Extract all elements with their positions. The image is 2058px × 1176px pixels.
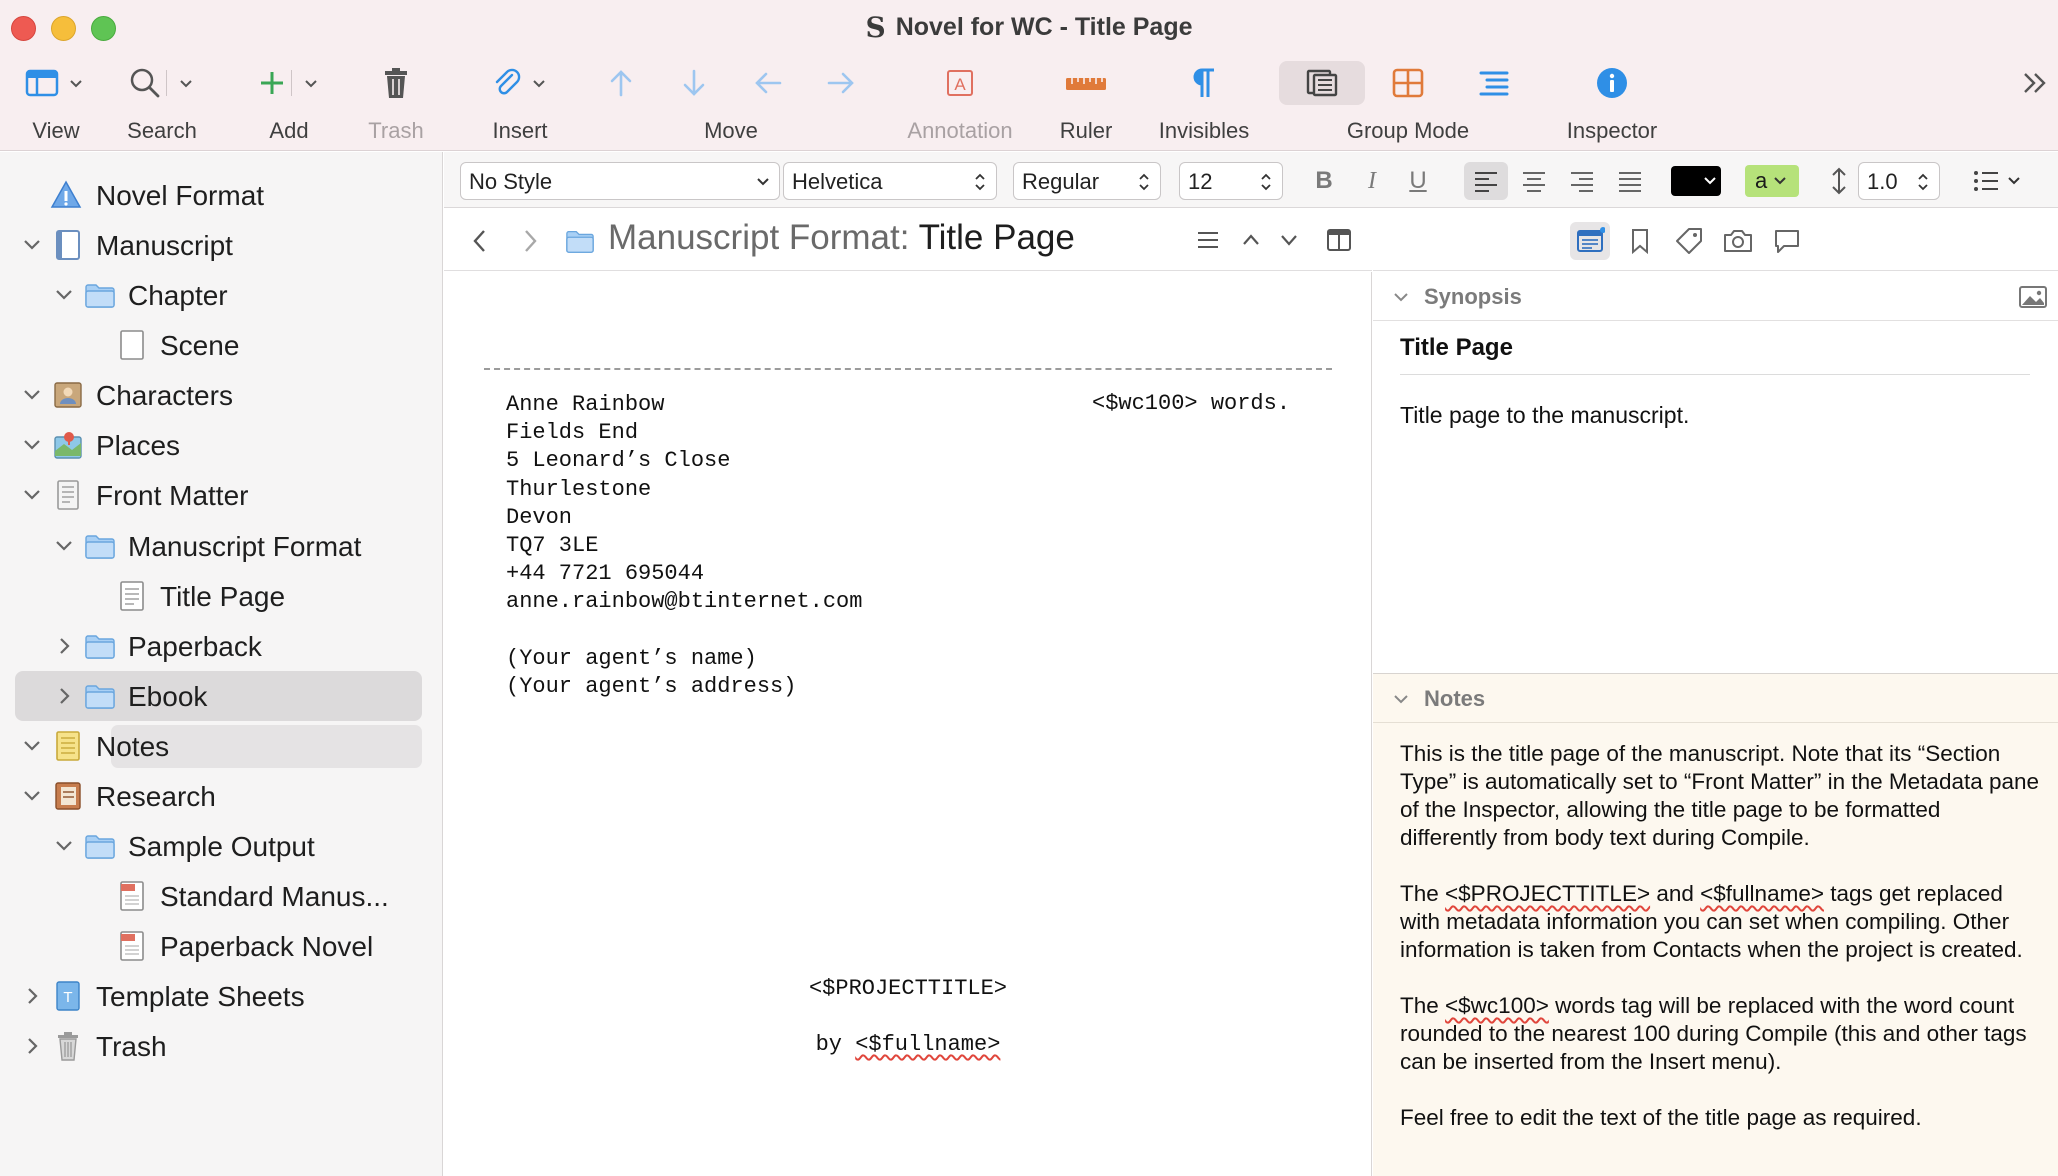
corkboard-mode-button[interactable] — [1365, 61, 1451, 105]
line-spacing-value: 1.0 — [1867, 169, 1898, 194]
insert-button[interactable] — [470, 58, 570, 146]
author-address-block: Anne Rainbow Fields End 5 Leonard’s Close Thurlestone Devon TQ7 3LE +44 7721 695044 anne.rainbow@btinternet.com (Your agent’s name) (Your agent’s address) — [506, 392, 863, 700]
binder-item-manuscript[interactable] — [0, 221, 443, 269]
notebook-icon — [52, 730, 84, 762]
move-right-icon[interactable] — [826, 68, 856, 98]
research-icon — [52, 780, 84, 812]
synopsis-title-field[interactable]: Title Page — [1400, 334, 1513, 361]
binder-item-scene[interactable] — [0, 321, 443, 369]
italic-button[interactable]: I — [1368, 167, 1376, 194]
chevron-down-icon[interactable] — [20, 784, 44, 808]
window-toolbar — [0, 0, 2058, 151]
binder-item-template-sheets[interactable] — [0, 972, 443, 1020]
font-weight-select[interactable] — [1013, 162, 1161, 200]
binder-item-novel-format[interactable] — [0, 171, 443, 219]
invisibles-label: Invisibles — [1158, 118, 1250, 143]
folder-icon — [84, 630, 116, 662]
synopsis-text-field[interactable]: Title page to the manuscript. — [1400, 402, 1690, 428]
font-size-select[interactable] — [1179, 162, 1283, 200]
chevron-down-icon[interactable] — [52, 834, 76, 858]
binder-item-notes[interactable] — [0, 722, 443, 770]
pdf-icon — [116, 880, 148, 912]
chevron-right-icon[interactable] — [20, 984, 44, 1008]
move-label: Move — [704, 118, 758, 143]
binder-item-label: Places — [96, 430, 181, 461]
tag-icon — [1674, 226, 1704, 256]
plus-icon — [257, 68, 287, 98]
chevron-down-icon — [755, 171, 771, 193]
binder-item-standard-manuscript[interactable] — [0, 872, 443, 920]
binder-item-title-page[interactable] — [0, 572, 443, 620]
chevron-down-icon[interactable] — [20, 233, 44, 257]
fullname-tag: <$fullname> — [855, 1032, 1001, 1057]
align-justify-button[interactable] — [1608, 162, 1652, 200]
byline-prefix: by — [815, 1032, 856, 1057]
notes-tag-projecttitle: <$PROJECTTITLE> — [1445, 881, 1651, 906]
view-label: View — [32, 118, 80, 143]
chevron-right-icon[interactable] — [20, 1034, 44, 1058]
binder-item-label: Notes — [96, 731, 170, 762]
binder-item-label: Template Sheets — [96, 981, 305, 1012]
chevron-down-icon[interactable] — [20, 734, 44, 758]
folder-icon — [84, 680, 116, 712]
chevron-down-icon — [1391, 287, 1411, 307]
places-icon — [52, 429, 84, 461]
search-icon — [128, 66, 162, 100]
notes-paragraph — [1400, 992, 2040, 1076]
updown-arrows-icon — [1258, 171, 1274, 193]
draft-folder-icon — [52, 229, 84, 261]
binder-item-label: Characters — [96, 380, 233, 411]
editor-document-path[interactable] — [608, 218, 1075, 258]
notes-paragraph: Feel free to edit the text of the title page as required. — [1400, 1105, 1922, 1130]
ruler-icon — [1065, 72, 1107, 94]
align-left-button[interactable] — [1464, 162, 1508, 200]
binder-item-label: Manuscript Format — [128, 531, 362, 562]
binder-item-label: Manuscript — [96, 230, 233, 261]
move-down-icon[interactable] — [679, 68, 709, 98]
forward-arrow-icon[interactable] — [520, 228, 540, 254]
page-header-divider — [484, 368, 1332, 370]
folder-icon — [84, 279, 116, 311]
info-icon — [1595, 66, 1629, 100]
highlight-color-button[interactable] — [1744, 162, 1800, 200]
line-spacing-icon — [1828, 166, 1850, 196]
binder-sidebar — [0, 152, 443, 1176]
align-justify-icon — [1617, 169, 1643, 193]
template-icon — [52, 980, 84, 1012]
synopsis-divider — [1400, 374, 2030, 375]
paperclip-icon — [490, 66, 524, 100]
synopsis-header[interactable] — [1373, 272, 2058, 320]
add-label: Add — [269, 118, 309, 143]
list-style-button[interactable] — [1964, 162, 2030, 200]
updown-arrows-icon — [972, 171, 988, 193]
notes-header[interactable] — [1373, 674, 2058, 722]
add-button[interactable] — [248, 58, 330, 146]
paragraph-style-value: No Style — [469, 169, 553, 194]
synopsis-pane — [1373, 272, 2058, 672]
chevron-down-icon — [1773, 174, 1787, 188]
inspector-tab-metadata[interactable] — [1669, 222, 1709, 260]
chevron-down-icon — [2006, 173, 2022, 189]
insert-label: Insert — [492, 118, 548, 143]
line-spacing-select[interactable] — [1858, 162, 1940, 200]
ruler-label: Ruler — [1059, 118, 1113, 143]
menu-lines-icon[interactable] — [1196, 229, 1220, 251]
binder-item-label: Novel Format — [96, 180, 265, 211]
notes-paragraph: This is the title page of the manuscript. Note that its “Section Type” is automatically set to “Front Matter” in the Metadata pane of the Inspector, allowing the title page to be formatted differently from body text during Compile. — [1400, 741, 2040, 850]
search-label: Search — [127, 118, 197, 143]
chevron-down-icon — [1703, 174, 1717, 188]
chevron-down-icon[interactable] — [20, 383, 44, 407]
word-count-tag: <$wc100> words. — [1092, 391, 1291, 416]
annotation-label: Annotation — [907, 118, 1013, 143]
annotation-icon — [945, 68, 975, 98]
characters-icon — [52, 379, 84, 411]
binder-item-sample-output[interactable] — [0, 822, 443, 870]
updown-arrows-icon — [1915, 171, 1931, 193]
notes-pane — [1373, 673, 2058, 1176]
annotation-button[interactable] — [892, 58, 1028, 146]
inspector-tab-bar — [1373, 209, 2058, 271]
font-family-value: Helvetica — [792, 169, 883, 194]
editor-header-bar — [444, 209, 1372, 271]
group-mode-label: Group Mode — [1346, 118, 1470, 143]
binder-item-label: Paperback Novel — [160, 931, 374, 962]
binder-item-paperback-novel[interactable] — [0, 922, 443, 970]
binder-item-label: Sample Output — [128, 831, 315, 862]
svg-text:T: T — [63, 989, 73, 1006]
chevron-down-icon — [1391, 689, 1411, 709]
inspector-tab-notes[interactable] — [1570, 222, 1610, 260]
notes-tag-wc100: <$wc100> — [1445, 993, 1549, 1018]
font-size-value: 12 — [1188, 169, 1213, 194]
outliner-icon — [1478, 68, 1510, 98]
align-right-icon — [1569, 169, 1595, 193]
editor-path-prefix: Manuscript Format: — [608, 218, 910, 257]
sidebar-layout-icon — [25, 68, 61, 98]
text-color-button[interactable] — [1670, 162, 1722, 200]
binder-item-ebook[interactable] — [0, 672, 443, 720]
chevron-down-icon[interactable] — [1278, 229, 1300, 251]
align-center-button[interactable] — [1512, 162, 1556, 200]
notes-card-icon — [1575, 227, 1605, 255]
font-weight-value: Regular — [1022, 169, 1100, 194]
align-center-icon — [1521, 169, 1547, 193]
notes-text-run: The — [1400, 993, 1446, 1018]
move-up-icon[interactable] — [606, 68, 636, 98]
binder-item-manuscript-format[interactable] — [0, 522, 443, 570]
trash-icon — [52, 1030, 84, 1062]
editor-doc-title: Title Page — [918, 218, 1075, 257]
trash-icon — [381, 66, 411, 100]
document-text-icon — [116, 580, 148, 612]
binder-item-label: Title Page — [160, 581, 286, 612]
group-mode-segment — [1276, 58, 1540, 146]
binder-item-label: Ebook — [128, 681, 208, 712]
comment-bubble-icon — [1772, 227, 1802, 255]
corkboard-icon — [1392, 68, 1424, 98]
chevron-down-icon — [175, 72, 197, 94]
chevron-down-icon — [300, 72, 322, 94]
binder-item-label: Front Matter — [96, 480, 249, 511]
editor-text-area[interactable] — [444, 272, 1372, 1176]
binder-item-label: Chapter — [128, 280, 228, 311]
window-title-text: Novel for WC - Title Page — [895, 13, 1193, 41]
chevron-down-icon — [65, 72, 87, 94]
move-button-group — [596, 58, 866, 146]
align-left-icon — [1473, 169, 1499, 193]
info-triangle-icon — [50, 179, 82, 211]
align-right-button[interactable] — [1560, 162, 1604, 200]
invisibles-button[interactable] — [1148, 58, 1260, 146]
highlight-letter: a — [1755, 168, 1768, 193]
scrivener-icon: S — [865, 11, 886, 44]
toolbar-overflow-button[interactable] — [2020, 68, 2050, 100]
camera-icon — [1722, 227, 1754, 255]
trash-label: Trash — [368, 118, 424, 143]
binder-item-research[interactable] — [0, 772, 443, 820]
bold-button[interactable]: B — [1315, 167, 1333, 194]
binder-item-label: Standard Manus... — [160, 881, 389, 912]
notes-paragraph — [1400, 880, 2040, 964]
underline-button[interactable]: U — [1409, 167, 1427, 194]
inspector-tab-comments[interactable] — [1767, 222, 1807, 260]
notes-text-run: words tag will be replaced with the word count rounded to the nearest 100 during Compile (this and other tags can be inserted from the Insert menu). — [1400, 993, 2027, 1074]
ruler-button[interactable] — [1048, 58, 1124, 146]
byline — [444, 1032, 1372, 1057]
binder-item-label: Trash — [96, 1031, 167, 1062]
font-family-select[interactable] — [783, 162, 997, 200]
outliner-mode-button[interactable] — [1451, 61, 1537, 105]
inspector-label: Inspector — [1566, 118, 1658, 143]
notes-text-run: tags get replaced with metadata information you can set when compiling. Other information is taken from Contacts when the project is created. — [1400, 881, 2023, 962]
inspector-tab-snapshots[interactable] — [1718, 222, 1758, 260]
binder-item-chapter[interactable] — [0, 271, 443, 319]
scrivenings-icon — [1305, 68, 1339, 98]
back-arrow-icon[interactable] — [470, 228, 490, 254]
binder-item-paperback[interactable] — [0, 622, 443, 670]
pdf-icon — [116, 930, 148, 962]
binder-item-characters[interactable] — [0, 371, 443, 419]
notes-text-run: The — [1400, 881, 1446, 906]
double-chevron-right-icon — [2020, 68, 2050, 98]
bookmark-icon — [1629, 227, 1651, 255]
svg-text:A: A — [954, 75, 966, 94]
window-title — [0, 11, 2058, 44]
binder-item-label: Paperback — [128, 631, 262, 662]
document-icon — [116, 329, 148, 361]
bulleted-list-icon — [1972, 169, 2000, 193]
scrivenings-mode-button[interactable] — [1279, 61, 1365, 105]
notes-tag-fullname: <$fullname> — [1700, 881, 1824, 906]
chevron-down-icon[interactable] — [52, 534, 76, 558]
front-matter-icon — [52, 479, 84, 511]
paragraph-style-select[interactable] — [460, 162, 780, 200]
chevron-down-icon[interactable] — [20, 433, 44, 457]
move-left-icon[interactable] — [753, 68, 783, 98]
split-editor-icon[interactable] — [1326, 228, 1352, 252]
highlight-swatch — [1745, 165, 1799, 197]
binder-item-front-matter[interactable] — [0, 471, 443, 519]
inspector-tab-bookmarks[interactable] — [1620, 222, 1660, 260]
binder-item-label: Scene — [160, 330, 240, 361]
format-bar — [444, 152, 2058, 208]
inspector-button[interactable] — [1556, 58, 1668, 146]
chevron-down-icon — [528, 72, 550, 94]
folder-icon — [84, 830, 116, 862]
text-color-swatch — [1671, 166, 1721, 196]
notes-text-area[interactable] — [1400, 740, 2040, 1160]
chevron-right-icon[interactable] — [52, 634, 76, 658]
search-button[interactable] — [118, 58, 206, 146]
binder-item-trash[interactable] — [0, 1022, 443, 1070]
chevron-right-icon[interactable] — [52, 684, 76, 708]
notes-text-run: and — [1650, 881, 1701, 906]
updown-arrows-icon — [1136, 171, 1152, 193]
view-button[interactable] — [14, 58, 98, 146]
chevron-down-icon[interactable] — [20, 483, 44, 507]
folder-icon — [84, 530, 116, 562]
image-icon[interactable] — [2018, 284, 2048, 310]
binder-item-places[interactable] — [0, 421, 443, 469]
chevron-down-icon[interactable] — [52, 283, 76, 307]
binder-item-label: Research — [96, 781, 216, 812]
line-spacing-icon-wrap — [1826, 162, 1852, 200]
chevron-up-icon[interactable] — [1240, 229, 1262, 251]
project-title-tag: <$PROJECTTITLE> — [808, 976, 1008, 1001]
synopsis-heading: Synopsis — [1424, 284, 1522, 309]
notes-heading: Notes — [1424, 686, 1486, 711]
folder-icon — [564, 226, 596, 256]
pilcrow-icon — [1190, 67, 1218, 99]
trash-button[interactable] — [358, 58, 434, 146]
